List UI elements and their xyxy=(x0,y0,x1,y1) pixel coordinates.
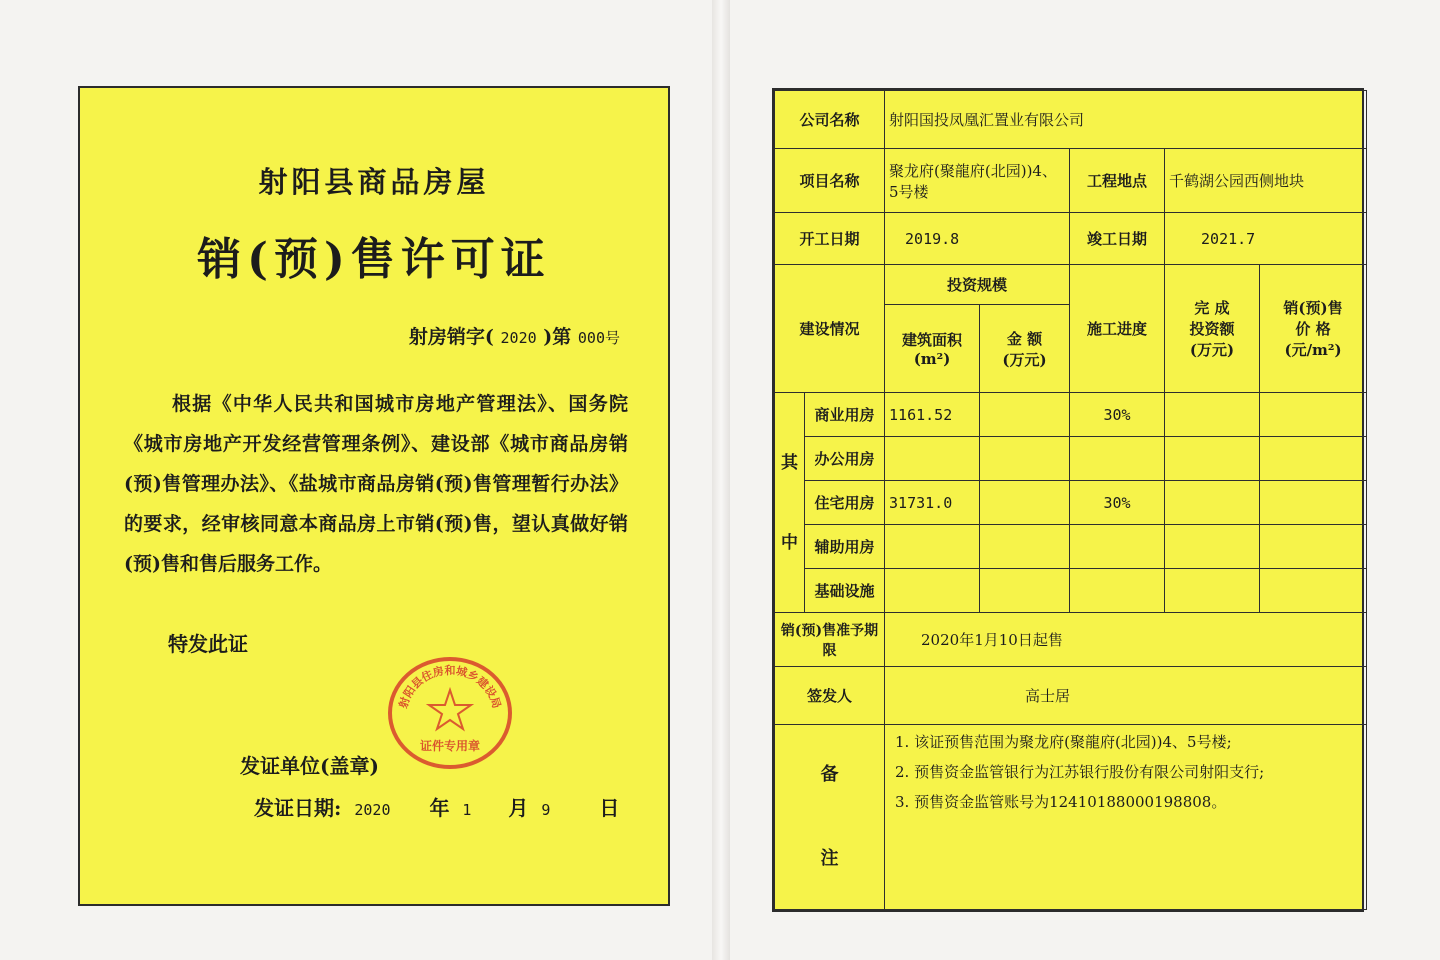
remarks-row xyxy=(775,725,1367,910)
done-invest-header xyxy=(1165,265,1260,393)
amount-unit: (万元) xyxy=(1002,350,1047,369)
book-fold xyxy=(712,0,730,960)
details-table xyxy=(774,90,1367,910)
remark-line: 3. 预售资金监管账号为12410188000198808。 xyxy=(895,793,1227,811)
certificate-details-page xyxy=(772,88,1364,912)
usage-progress xyxy=(1070,525,1165,569)
year-unit: 年 xyxy=(429,796,450,820)
company-value: 射阳国投凤凰汇置业有限公司 xyxy=(885,91,1367,149)
remarks-label xyxy=(775,725,885,910)
usage-row xyxy=(775,525,1367,569)
usage-row xyxy=(775,569,1367,613)
seal-text-top: 射阳县住房和城乡建设局 xyxy=(396,664,504,710)
area-header xyxy=(885,305,980,393)
price-header xyxy=(1260,265,1367,393)
among-label xyxy=(775,393,805,613)
certificate-title-line2: 销(预)售许可证 xyxy=(197,234,551,285)
seal-star-icon xyxy=(429,690,471,729)
area-unit: (m²) xyxy=(913,350,951,368)
usage-area xyxy=(885,437,980,481)
signer-row xyxy=(775,667,1367,725)
company-label: 公司名称 xyxy=(775,91,885,149)
usage-row xyxy=(775,393,1367,437)
price-label: 销(预)售 xyxy=(1283,299,1343,317)
signer-label: 签发人 xyxy=(775,667,885,725)
amount-header xyxy=(980,305,1070,393)
seal-text-bottom: 证件专用章 xyxy=(419,739,481,753)
among-char2: 中 xyxy=(781,532,798,553)
build-header-row xyxy=(775,265,1367,305)
usage-progress xyxy=(1070,437,1165,481)
usage-area: 31731.0 xyxy=(885,481,980,525)
usage-area xyxy=(885,525,980,569)
area-label: 建筑面积 xyxy=(902,331,963,349)
usage-type: 辅助用房 xyxy=(805,525,885,569)
remarks-char1: 备 xyxy=(820,764,839,785)
price-unit: (元/m²) xyxy=(1284,341,1342,359)
start-date-label: 开工日期 xyxy=(775,213,885,265)
remark-line: 2. 预售资金监管银行为江苏银行股份有限公司射阳支行; xyxy=(895,763,1265,781)
certificate-title-line1: 射阳县商品房屋 xyxy=(258,165,490,199)
project-label: 项目名称 xyxy=(775,149,885,213)
issue-month: 1 xyxy=(462,801,472,819)
start-date-value: 2019.8 xyxy=(885,213,1070,265)
remarks-content xyxy=(885,725,1367,910)
project-value: 聚龙府(聚龍府(北园))4、5号楼 xyxy=(885,149,1070,213)
usage-progress xyxy=(1070,569,1165,613)
issue-year: 2020 xyxy=(354,801,391,819)
certificate-cover-page xyxy=(78,86,670,906)
usage-type: 基础设施 xyxy=(805,569,885,613)
done-label2: 投资额 xyxy=(1189,320,1235,338)
period-value: 2020年1月10日起售 xyxy=(885,613,1367,667)
finish-date-value: 2021.7 xyxy=(1165,213,1367,265)
cert-prefix: 射房销字( xyxy=(408,326,494,348)
remarks-char2: 注 xyxy=(820,848,839,869)
cert-mid: )第 xyxy=(543,326,572,348)
progress-label: 施工进度 xyxy=(1070,265,1165,393)
cert-number-value: 000号 xyxy=(577,329,620,347)
certificate-number xyxy=(409,322,620,349)
cert-year: 2020 xyxy=(500,329,537,347)
site-label: 工程地点 xyxy=(1070,149,1165,213)
usage-type: 住宅用房 xyxy=(805,481,885,525)
company-row xyxy=(775,91,1367,149)
done-unit: (万元) xyxy=(1189,341,1235,359)
official-seal xyxy=(386,654,514,772)
issue-date-label: 发证日期: xyxy=(254,796,342,820)
project-row xyxy=(775,149,1367,213)
usage-row xyxy=(775,481,1367,525)
special-issue-text: 特发此证 xyxy=(168,632,248,656)
among-char1: 其 xyxy=(781,452,798,473)
usage-type: 商业用房 xyxy=(805,393,885,437)
finish-date-label: 竣工日期 xyxy=(1070,213,1165,265)
site-value: 千鹤湖公园西侧地块 xyxy=(1165,149,1367,213)
build-status-label: 建设情况 xyxy=(775,265,885,393)
usage-type: 办公用房 xyxy=(805,437,885,481)
usage-area xyxy=(885,569,980,613)
period-label: 销(预)售准予期限 xyxy=(775,613,885,667)
usage-progress: 30% xyxy=(1070,481,1165,525)
usage-row xyxy=(775,437,1367,481)
period-row xyxy=(775,613,1367,667)
done-label: 完 成 xyxy=(1194,299,1230,317)
issue-date xyxy=(254,792,619,821)
usage-progress: 30% xyxy=(1070,393,1165,437)
invest-scale-label: 投资规模 xyxy=(885,265,1070,305)
certificate-body-text: 根据《中华人民共和国城市房地产管理法》、国务院《城市房地产开发经营管理条例》、建设部《城市商品房销(预)售管理办法》、《盐城市商品房销(预)售管理暂行办法》的要求，经审核同意本商品房上市销(预)售，望认真做好销(预)售和售后服务工作。 xyxy=(124,393,628,575)
dates-row xyxy=(775,213,1367,265)
day-unit: 日 xyxy=(599,796,620,820)
signer-value: 高士居 xyxy=(885,667,1367,725)
issue-day: 9 xyxy=(541,801,551,819)
month-unit: 月 xyxy=(508,796,529,820)
amount-label: 金 额 xyxy=(1006,329,1043,348)
price-label2: 价 格 xyxy=(1295,320,1331,338)
issuer-label: 发证单位(盖章) xyxy=(240,754,379,778)
usage-area: 1161.52 xyxy=(885,393,980,437)
remark-line: 1. 该证预售范围为聚龙府(聚龍府(北园))4、5号楼; xyxy=(895,733,1232,751)
